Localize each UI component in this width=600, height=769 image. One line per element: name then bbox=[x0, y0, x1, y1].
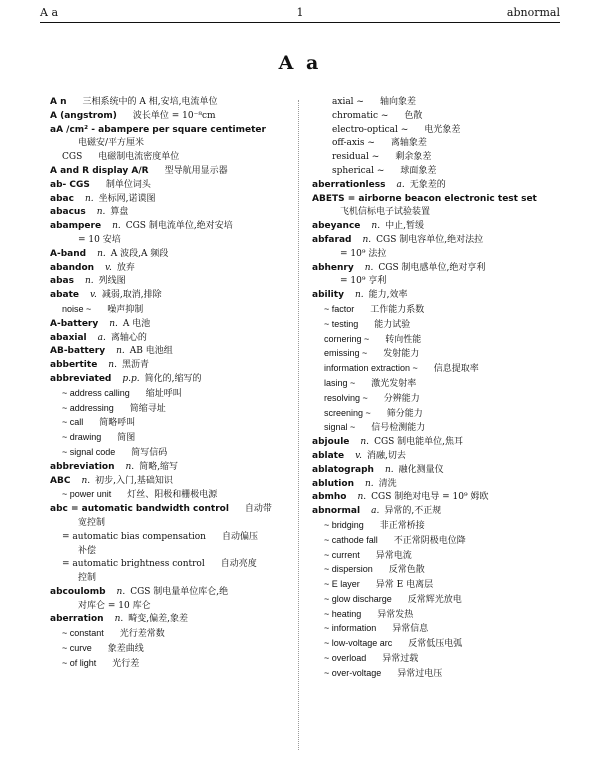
dictionary-entry bbox=[50, 446, 302, 461]
dictionary-entry bbox=[312, 464, 570, 478]
definition: 控制 bbox=[78, 573, 97, 584]
definition: CGS 制绝对电导 = 10⁹ 姆欧 bbox=[371, 492, 489, 503]
dictionary-entry bbox=[312, 593, 570, 608]
dictionary-entry bbox=[312, 303, 570, 318]
dictionary-entry bbox=[312, 318, 570, 333]
entry-term: abfarad bbox=[312, 234, 352, 245]
definition: 信号检测能力 bbox=[371, 423, 426, 434]
definition: 不正常阴极电位降 bbox=[393, 535, 466, 546]
definition: 简缩寻址 bbox=[129, 403, 166, 414]
definition: 能力,效率 bbox=[368, 290, 408, 301]
dictionary-entry bbox=[312, 478, 570, 492]
dictionary-entry bbox=[312, 652, 570, 667]
entry-term: abaxial bbox=[50, 332, 87, 343]
entry-term: ABETS = airborne beacon electronic test set bbox=[312, 193, 537, 204]
dictionary-entry bbox=[50, 373, 302, 387]
dictionary-entry bbox=[50, 179, 302, 193]
entry-term: ~ overload bbox=[324, 653, 367, 664]
dictionary-entry bbox=[312, 110, 570, 124]
dictionary-entry bbox=[50, 193, 302, 207]
dictionary-entry bbox=[50, 387, 302, 402]
dictionary-entry bbox=[312, 622, 570, 637]
column-divider bbox=[298, 100, 299, 750]
entry-term: abacus bbox=[50, 207, 86, 218]
dictionary-entry bbox=[50, 586, 302, 600]
entry-term: abcoulomb bbox=[50, 586, 106, 597]
entry-term: A and R display A/R bbox=[50, 165, 149, 176]
definition: 融化测量仪 bbox=[398, 464, 444, 475]
dictionary-entry bbox=[50, 657, 302, 672]
entry-term: A n bbox=[50, 97, 67, 107]
entry-term: abate bbox=[50, 290, 79, 301]
entry-term: screening ~ bbox=[324, 407, 371, 418]
entry-term: residual ~ bbox=[332, 152, 380, 163]
definition: 异常过载 bbox=[382, 654, 419, 665]
dictionary-entry bbox=[312, 549, 570, 564]
dictionary-entry bbox=[50, 345, 302, 359]
dictionary-entry bbox=[50, 359, 302, 373]
definition: 转向性能 bbox=[385, 334, 422, 345]
definition: CGS 制电能单位,焦耳 bbox=[374, 437, 464, 448]
definition: 工作能力系数 bbox=[370, 304, 425, 315]
definition: 飞机信标电子试验装置 bbox=[340, 207, 431, 218]
dictionary-entry bbox=[312, 421, 570, 436]
entry-term: abnormal bbox=[312, 506, 361, 517]
definition: 坐标网,诺谟图 bbox=[98, 193, 156, 204]
part-of-speech: p.p. bbox=[122, 373, 140, 384]
dictionary-entry bbox=[312, 563, 570, 578]
dictionary-entry bbox=[50, 461, 302, 475]
definition: 中止,暂缓 bbox=[385, 221, 424, 232]
definition: 自动带 bbox=[244, 504, 272, 515]
definition: 光行差常数 bbox=[119, 629, 165, 640]
definition: 制单位词头 bbox=[105, 179, 151, 190]
part-of-speech: n. bbox=[357, 492, 367, 503]
definition: CGS 制电量单位库仑,绝 bbox=[130, 586, 229, 597]
part-of-speech: n. bbox=[116, 346, 125, 357]
entry-term: ability bbox=[312, 290, 344, 301]
dictionary-entry bbox=[50, 137, 302, 151]
entry-term: AB-battery bbox=[50, 346, 106, 357]
definition: 象差曲线 bbox=[107, 644, 144, 655]
definition: 信息提取率 bbox=[433, 364, 479, 375]
definition: 反常辉光放电 bbox=[407, 594, 462, 605]
definition: CGS 制电容单位,绝对法拉 bbox=[376, 234, 484, 245]
definition: 畸变,偏差,象差 bbox=[128, 614, 188, 625]
definition: 算盘 bbox=[110, 207, 129, 218]
entry-term: ab- CGS bbox=[50, 179, 90, 190]
entry-term: ~ low-voltage arc bbox=[324, 638, 393, 649]
definition: 离轴象差 bbox=[390, 138, 427, 149]
entry-term: abampere bbox=[50, 221, 102, 232]
definition: 离轴心的 bbox=[110, 332, 147, 343]
dictionary-entry bbox=[312, 519, 570, 534]
definition: 黑沥青 bbox=[121, 360, 149, 371]
entry-term: ~ testing bbox=[324, 318, 359, 329]
dictionary-entry bbox=[50, 289, 302, 303]
definition: 色散 bbox=[404, 110, 423, 121]
part-of-speech: n. bbox=[364, 262, 374, 273]
part-of-speech: n. bbox=[362, 234, 372, 245]
entry-term: abbertite bbox=[50, 360, 98, 371]
header-right-guide: abnormal bbox=[506, 6, 560, 19]
definition: 非正常桥接 bbox=[379, 520, 425, 531]
definition: 缩址呼叫 bbox=[145, 388, 182, 399]
dictionary-entry bbox=[50, 416, 302, 431]
definition: 列线图 bbox=[98, 276, 126, 287]
part-of-speech: a. bbox=[97, 332, 106, 343]
dictionary-entry bbox=[50, 545, 302, 559]
dictionary-entry bbox=[50, 262, 302, 276]
dictionary-entry bbox=[312, 491, 570, 505]
dictionary-entry bbox=[312, 362, 570, 377]
dictionary-entry bbox=[312, 347, 570, 362]
part-of-speech: n. bbox=[365, 478, 374, 489]
entry-term: resolving ~ bbox=[324, 392, 368, 403]
entry-term: abeyance bbox=[312, 221, 361, 232]
definition: 三相系统中的 A 相,安培,电流单位 bbox=[82, 97, 218, 107]
entry-term: ABC bbox=[50, 475, 71, 486]
left-column bbox=[50, 96, 302, 672]
dictionary-entry bbox=[50, 318, 302, 332]
part-of-speech: v. bbox=[90, 290, 97, 301]
dictionary-entry bbox=[312, 407, 570, 422]
entry-term: ~ signal code bbox=[62, 446, 116, 457]
definition: 剩余象差 bbox=[395, 152, 432, 163]
dictionary-entry bbox=[312, 667, 570, 682]
entry-term: noise ~ bbox=[62, 303, 92, 314]
entry-term: ~ current bbox=[324, 549, 360, 560]
part-of-speech: n. bbox=[384, 464, 394, 475]
definition: = 10 安培 bbox=[78, 234, 121, 245]
dictionary-entry bbox=[50, 124, 302, 138]
entry-term: ~ E layer bbox=[324, 579, 360, 590]
right-column bbox=[312, 96, 570, 682]
dictionary-entry bbox=[312, 505, 570, 519]
definition: 简图 bbox=[117, 433, 136, 444]
entry-term: abjoule bbox=[312, 437, 350, 448]
definition: 自动亮度 bbox=[220, 559, 257, 570]
part-of-speech: n. bbox=[125, 461, 135, 472]
dictionary-entry bbox=[312, 450, 570, 464]
entry-term: aberrationless bbox=[312, 179, 386, 190]
dictionary-entry bbox=[50, 234, 302, 248]
definition: 灯丝、阳极和栅极电源 bbox=[127, 490, 218, 501]
dictionary-entry bbox=[312, 289, 570, 303]
definition: 异常发热 bbox=[377, 609, 414, 620]
part-of-speech: n. bbox=[97, 248, 106, 259]
definition: 反常低压电弧 bbox=[408, 639, 463, 650]
entry-term: information extraction ~ bbox=[324, 363, 418, 374]
definition: 噪声抑制 bbox=[107, 304, 144, 315]
dictionary-entry bbox=[312, 333, 570, 348]
definition: 初步,入门,基础知识 bbox=[95, 475, 173, 486]
dictionary-entry bbox=[312, 637, 570, 652]
dictionary-entry bbox=[50, 206, 302, 220]
definition: 球面象差 bbox=[400, 165, 437, 176]
entry-term: A-band bbox=[50, 248, 87, 259]
entry-term: ~ constant bbox=[62, 628, 104, 639]
dictionary-entry bbox=[312, 220, 570, 234]
section-title: A a bbox=[278, 52, 322, 74]
definition: 异常电流 bbox=[375, 550, 412, 561]
entry-term: chromatic ~ bbox=[332, 110, 389, 121]
definition: 发射能力 bbox=[383, 349, 420, 360]
dictionary-entry bbox=[312, 234, 570, 248]
part-of-speech: n. bbox=[84, 276, 94, 287]
dictionary-entry bbox=[312, 436, 570, 450]
dictionary-entry bbox=[50, 431, 302, 446]
dictionary-entry bbox=[50, 531, 302, 545]
entry-term: signal ~ bbox=[324, 422, 356, 433]
entry-term: abac bbox=[50, 193, 74, 204]
entry-term: abbreviated bbox=[50, 373, 112, 384]
part-of-speech: a. bbox=[396, 179, 405, 190]
entry-term: ~ addressing bbox=[62, 402, 114, 413]
dictionary-entry bbox=[50, 303, 302, 318]
part-of-speech: n. bbox=[360, 437, 370, 448]
definition: A 波段,A 频段 bbox=[110, 248, 169, 259]
definition: 简写信码 bbox=[131, 447, 168, 458]
definition: 消融,切去 bbox=[366, 450, 406, 461]
entry-term: ablatograph bbox=[312, 464, 374, 475]
entry-term: aberration bbox=[50, 614, 104, 625]
definition: 分辨能力 bbox=[383, 393, 420, 404]
dictionary-entry bbox=[50, 475, 302, 489]
entry-term: A-battery bbox=[50, 318, 99, 329]
page-header bbox=[40, 6, 560, 22]
dictionary-entry bbox=[50, 96, 302, 110]
entry-term: abmho bbox=[312, 492, 347, 503]
entry-term: lasing ~ bbox=[324, 377, 356, 388]
entry-term: = automatic bias compensation bbox=[62, 531, 206, 542]
definition: 简略呼叫 bbox=[99, 418, 136, 429]
dictionary-entry bbox=[312, 392, 570, 407]
entry-term: ~ curve bbox=[62, 643, 92, 654]
part-of-speech: v. bbox=[105, 262, 112, 273]
definition: 异常 E 电离层 bbox=[375, 580, 434, 591]
dictionary-entry bbox=[312, 193, 570, 207]
dictionary-entry bbox=[50, 275, 302, 289]
dictionary-entry bbox=[50, 558, 302, 572]
dictionary-entry bbox=[312, 262, 570, 276]
definition: 型导航用显示器 bbox=[164, 165, 228, 176]
dictionary-entry bbox=[50, 517, 302, 531]
dictionary-entry bbox=[50, 503, 302, 517]
definition: 无象差的 bbox=[409, 179, 446, 190]
definition: 自动偏压 bbox=[221, 531, 258, 542]
dictionary-entry bbox=[50, 572, 302, 586]
entry-term: abc = automatic bandwidth control bbox=[50, 504, 229, 515]
entry-term: abhenry bbox=[312, 262, 354, 273]
entry-term: ~ address calling bbox=[62, 387, 130, 398]
definition: AB 电池组 bbox=[129, 346, 173, 357]
entry-term: electro-optical ~ bbox=[332, 124, 409, 135]
entry-term: abbreviation bbox=[50, 461, 115, 472]
entry-term: cornering ~ bbox=[324, 333, 370, 344]
dictionary-entry bbox=[50, 248, 302, 262]
entry-term: A (angstrom) bbox=[50, 110, 117, 121]
definition: 减弱,取消,排除 bbox=[101, 290, 162, 301]
definition: 反常色散 bbox=[388, 565, 425, 576]
dictionary-entry bbox=[312, 578, 570, 593]
definition: 异常信息 bbox=[392, 624, 429, 635]
entry-term: ablate bbox=[312, 450, 345, 461]
entry-term: emissing ~ bbox=[324, 348, 368, 359]
header-rule bbox=[40, 22, 560, 23]
dictionary-entry bbox=[312, 179, 570, 193]
dictionary-entry bbox=[50, 110, 302, 124]
dictionary-entry bbox=[50, 613, 302, 627]
header-left-guide: A a bbox=[40, 6, 58, 19]
entry-term: CGS bbox=[62, 152, 83, 163]
entry-term: aA /cm² - abampere per square centimeter bbox=[50, 124, 266, 135]
definition: 光行差 bbox=[112, 658, 140, 669]
part-of-speech: n. bbox=[112, 221, 121, 232]
dictionary-entry bbox=[50, 488, 302, 503]
entry-term: ~ of light bbox=[62, 657, 97, 668]
entry-term: ~ call bbox=[62, 417, 84, 428]
dictionary-entry bbox=[312, 248, 570, 262]
entry-term: abandon bbox=[50, 262, 95, 273]
entry-term: = automatic brightness control bbox=[62, 559, 205, 570]
definition: 能力试验 bbox=[374, 319, 411, 330]
dictionary-entry bbox=[312, 206, 570, 220]
definition: CGS 制电感单位,绝对亨利 bbox=[378, 262, 486, 273]
dictionary-entry bbox=[312, 151, 570, 165]
dictionary-entry bbox=[312, 377, 570, 392]
definition: 电光象差 bbox=[424, 124, 461, 135]
definition: 清洗 bbox=[378, 478, 397, 489]
page-number: 1 bbox=[296, 6, 304, 19]
dictionary-entry bbox=[312, 96, 570, 110]
definition: 宽控制 bbox=[78, 517, 106, 528]
dictionary-entry bbox=[312, 534, 570, 549]
dictionary-entry bbox=[50, 402, 302, 417]
definition: 补偿 bbox=[78, 545, 97, 556]
part-of-speech: n. bbox=[96, 207, 106, 218]
definition: = 10⁹ 法拉 bbox=[340, 248, 387, 259]
definition: 筛分能力 bbox=[386, 408, 423, 419]
dictionary-entry bbox=[312, 165, 570, 179]
entry-term: axial ~ bbox=[332, 97, 364, 107]
dictionary-entry bbox=[312, 608, 570, 623]
entry-term: ~ glow discharge bbox=[324, 593, 392, 604]
entry-term: ~ over-voltage bbox=[324, 667, 382, 678]
definition: CGS 制电流单位,绝对安培 bbox=[125, 221, 233, 232]
part-of-speech: n. bbox=[84, 193, 94, 204]
part-of-speech: n. bbox=[114, 614, 124, 625]
dictionary-entry bbox=[50, 332, 302, 346]
definition: 波长单位 = 10⁻⁸cm bbox=[132, 110, 216, 121]
dictionary-entry bbox=[50, 642, 302, 657]
part-of-speech: n. bbox=[116, 586, 126, 597]
part-of-speech: n. bbox=[108, 360, 117, 371]
entry-term: ~ factor bbox=[324, 303, 355, 314]
dictionary-entry bbox=[50, 220, 302, 234]
definition: 激光发射率 bbox=[371, 378, 417, 389]
dictionary-entry bbox=[50, 165, 302, 179]
entry-term: ~ drawing bbox=[62, 432, 102, 443]
part-of-speech: n. bbox=[81, 475, 91, 486]
dictionary-entry bbox=[50, 627, 302, 642]
entry-term: spherical ~ bbox=[332, 165, 385, 176]
entry-term: ~ heating bbox=[324, 608, 362, 619]
definition: 放弃 bbox=[116, 262, 135, 273]
dictionary-entry bbox=[50, 151, 302, 165]
part-of-speech: n. bbox=[354, 290, 364, 301]
entry-term: abas bbox=[50, 276, 74, 287]
entry-term: ~ bridging bbox=[324, 519, 364, 530]
part-of-speech: a. bbox=[371, 506, 380, 517]
dictionary-entry bbox=[312, 275, 570, 289]
entry-term: ablution bbox=[312, 478, 354, 489]
dictionary-entry bbox=[312, 137, 570, 151]
definition: 简略,缩写 bbox=[139, 461, 179, 472]
definition: 轴向象差 bbox=[379, 97, 416, 107]
entry-term: ~ power unit bbox=[62, 489, 112, 500]
definition: 异常过电压 bbox=[397, 668, 443, 679]
definition: 电磁安/平方厘米 bbox=[78, 138, 145, 149]
part-of-speech: n. bbox=[371, 221, 381, 232]
entry-term: ~ information bbox=[324, 623, 377, 634]
entry-term: off-axis ~ bbox=[332, 138, 375, 149]
entry-term: ~ dispersion bbox=[324, 564, 373, 575]
entry-term: ~ cathode fall bbox=[324, 534, 378, 545]
dictionary-entry bbox=[50, 600, 302, 614]
definition: 异常的,不正规 bbox=[384, 506, 442, 517]
definition: 对库仑 = 10 库仑 bbox=[78, 600, 151, 611]
definition: 简化的,缩写的 bbox=[144, 373, 202, 384]
definition: 电磁制电流密度单位 bbox=[98, 152, 180, 163]
definition: A 电池 bbox=[122, 318, 151, 329]
definition: = 10⁹ 亨利 bbox=[340, 276, 387, 287]
dictionary-entry bbox=[312, 124, 570, 138]
part-of-speech: n. bbox=[109, 318, 118, 329]
part-of-speech: v. bbox=[355, 450, 362, 461]
